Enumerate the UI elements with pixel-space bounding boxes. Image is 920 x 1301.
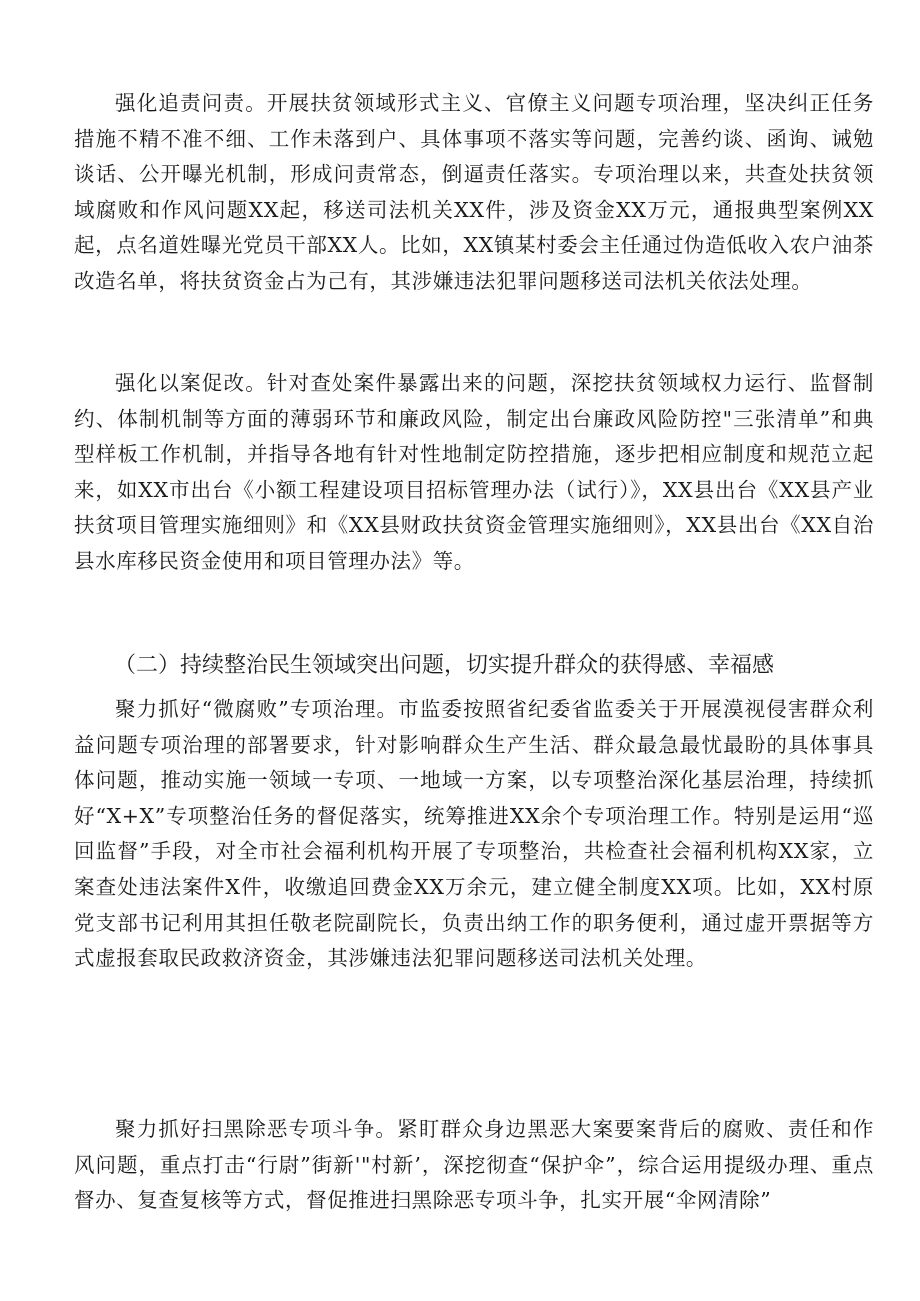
paragraph-micro-corruption: 聚力抓好“微腐败”专项治理。市监委按照省纪委省监委关于开展漠视侵害群众利益问题专项治理的部署要求，针对影响群众生产生活、群众最急最忧最盼的具体事具体问题，推动实施一领域一专项、一地域一方案，以专项整治深化基层治理，持续抓好“X+X”专项整治任务的督促落实，统筹推进XX余个专项治理工作。特别是运用“巡回监督”手段，对全市社会福利机构开展了专项整治，共检查社会福利机构XX家，立案查处违法案件X件，收缴追回费金XX万余元，建立健全制度XX项。比如，XX村原党支部书记利用其担任敬老院副院长，负责出纳工作的职务便利，通过虚开票据等方式虚报套取民政救济资金，其涉嫌违法犯罪问题移送司法机关处理。 — [74, 697, 874, 971]
paragraph-anti-gang: 聚力抓好扫黑除恶专项斗争。紧盯群众身边黑恶大案要案背后的腐败、责任和作风问题，重点打击“行尉”街新'"村新’，深挖彻查“保护伞”，综合运用提级办理、重点督办、复查复核等方式，督促推进扫黑除恶专项斗争，扎实开展“伞网清除” — [74, 1117, 874, 1213]
paragraph-case-reform: 强化以案促改。针对查处案件暴露出来的问题，深挖扶贫领域权力运行、监督制约、体制机制等方面的薄弱环节和廉政风险，制定出台廉政风险防控"三张清单”和典型样板工作机制，并指导各地有针对性地制定防控措施，逐步把相应制度和规范立起来，如XX市出台《小额工程建设项目招标管理办法（试行）》，XX县出台《XX县产业扶贫项目管理实施细则》和《XX县财政扶贫资金管理实施细则》，XX县出台《XX自治县水库移民资金使用和项目管理办法》等。 — [74, 371, 874, 573]
section-heading: （二）持续整治民生领域突出问题，切实提升群众的获得感、幸福感 — [114, 653, 775, 678]
paragraph-accountability: 强化追责问责。开展扶贫领域形式主义、官僚主义问题专项治理，坚决纠正任务措施不精不准不细、工作未落到户、具体事项不落实等问题，完善约谈、函询、诫勉谈话、公开曝光机制，形成问责常态，倒逼责任落实。专项治理以来，共查处扶贫领域腐败和作风问题XX起，移送司法机关XX件，涉及资金XX万元，通报典型案例XX起，点名道姓曝光党员干部XX人。比如，XX镇某村委会主任通过伪造低收入农户油茶改造名单，将扶贫资金占为己有，其涉嫌违法犯罪问题移送司法机关依法处理。 — [74, 91, 874, 293]
